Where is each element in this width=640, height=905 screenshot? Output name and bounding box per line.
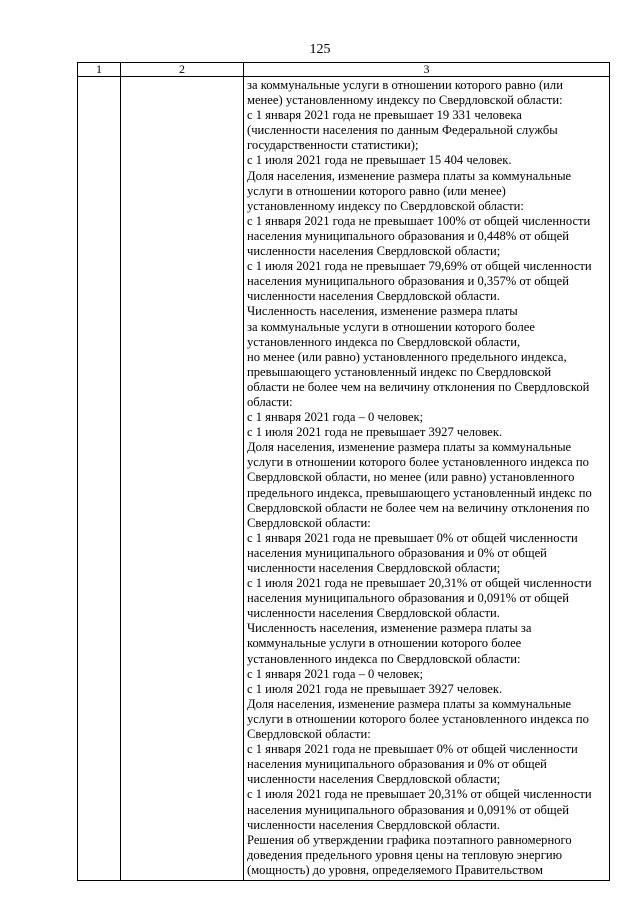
- text-line: Доля населения, изменение размера платы за коммунальные: [247, 168, 572, 183]
- text-line: установленному индексу по Свердловской области:: [247, 198, 524, 213]
- text-line: населения муниципального образования и 0,091% от общей: [247, 591, 569, 606]
- text-line: превышающего установленный индекс по Свердловской: [247, 364, 552, 379]
- text-line: Свердловской области:: [247, 515, 371, 530]
- text-line: с 1 июля 2021 года не превышает 79,69% от общей численности: [247, 259, 592, 274]
- text-line: Доля населения, изменение размера платы за коммунальные: [247, 696, 572, 711]
- text-line: населения муниципального образования и 0% от общей: [247, 545, 547, 560]
- text-line: установленного индекса по Свердловской области,: [247, 334, 521, 349]
- text-line: численности населения Свердловской области;: [247, 244, 501, 259]
- text-line: коммунальные услуги в отношении которого более: [247, 636, 522, 651]
- text-line: населения муниципального образования и 0,357% от общей: [247, 274, 569, 289]
- text-line: области:: [247, 394, 293, 409]
- text-cell: [244, 77, 610, 881]
- text-line: услуги в отношении которого более установленного индекса по: [247, 711, 589, 726]
- text-line: доведения предельного уровня цены на тепловую энергию: [247, 847, 563, 862]
- empty-cell-1: [78, 77, 121, 881]
- text-line: государственности статистики);: [247, 138, 419, 153]
- text-line: установленного индекса по Свердловской области:: [247, 651, 521, 666]
- document-table: [77, 62, 610, 881]
- text-line: с 1 июля 2021 года не превышает 3927 человек.: [247, 425, 503, 440]
- text-line: населения муниципального образования и 0,091% от общей: [247, 802, 569, 817]
- text-line: за коммунальные услуги в отношении которого более: [247, 319, 535, 334]
- text-line: с 1 января 2021 года не превышает 100% от общей численности: [247, 213, 591, 228]
- column-header-3: 3: [244, 63, 610, 77]
- text-line: Свердловской области, но менее (или равно) установленного: [247, 470, 575, 485]
- text-line: населения муниципального образования и 0% от общей: [247, 757, 547, 772]
- text-line: за коммунальные услуги в отношении которого равно (или: [247, 78, 563, 92]
- text-line: услуги в отношении которого равно (или менее): [247, 183, 506, 198]
- text-line: с 1 января 2021 года – 0 человек;: [247, 666, 424, 681]
- text-line: Численность населения, изменение размера платы за: [247, 621, 532, 636]
- column-header-1: 1: [78, 63, 121, 77]
- text-line: численности населения Свердловской области.: [247, 817, 500, 832]
- text-line: населения муниципального образования и 0,448% от общей: [247, 228, 569, 243]
- text-line: (численности населения по данным Федеральной службы: [247, 123, 558, 138]
- text-line: области не более чем на величину отклонения по Свердловской: [247, 379, 590, 394]
- text-line: но менее (или равно) установленного предельного индекса,: [247, 349, 567, 364]
- table-row: [78, 77, 610, 881]
- text-line: Решения об утверждении графика поэтапного равномерного: [247, 832, 572, 847]
- column-header-2: 2: [121, 63, 244, 77]
- text-line: с 1 июля 2021 года не превышает 3927 человек.: [247, 681, 503, 696]
- text-line: с 1 января 2021 года не превышает 0% от общей численности: [247, 742, 578, 757]
- text-line: Численность населения, изменение размера платы: [247, 304, 518, 319]
- text-line: численности населения Свердловской области.: [247, 289, 500, 304]
- table-header-row: [78, 63, 610, 77]
- text-line: с 1 января 2021 года – 0 человек;: [247, 410, 424, 425]
- text-line: численности населения Свердловской области;: [247, 772, 501, 787]
- text-line: с 1 июля 2021 года не превышает 20,31% от общей численности: [247, 576, 592, 591]
- text-line: Доля населения, изменение размера платы за коммунальные: [247, 440, 572, 455]
- text-line: с 1 января 2021 года не превышает 19 331 человека: [247, 108, 522, 123]
- text-line: Свердловской области не более чем на величину отклонения по: [247, 500, 590, 515]
- empty-cell-2: [121, 77, 244, 881]
- text-line: услуги в отношении которого более установленного индекса по: [247, 455, 589, 470]
- text-line: менее) установленному индексу по Свердловской области:: [247, 93, 563, 108]
- text-line: Свердловской области:: [247, 727, 371, 742]
- text-line: с 1 июля 2021 года не превышает 20,31% от общей численности: [247, 787, 592, 802]
- text-line: численности населения Свердловской области.: [247, 606, 500, 621]
- text-line: с 1 июля 2021 года не превышает 15 404 человек.: [247, 153, 512, 168]
- text-line: предельного индекса, превышающего установленный индекс по: [247, 485, 592, 500]
- text-line: численности населения Свердловской области;: [247, 561, 501, 575]
- text-line: (мощность) до уровня, определяемого Правительством: [247, 862, 543, 877]
- text-line: с 1 января 2021 года не превышает 0% от общей численности: [247, 530, 578, 545]
- page-number: 125: [309, 42, 331, 57]
